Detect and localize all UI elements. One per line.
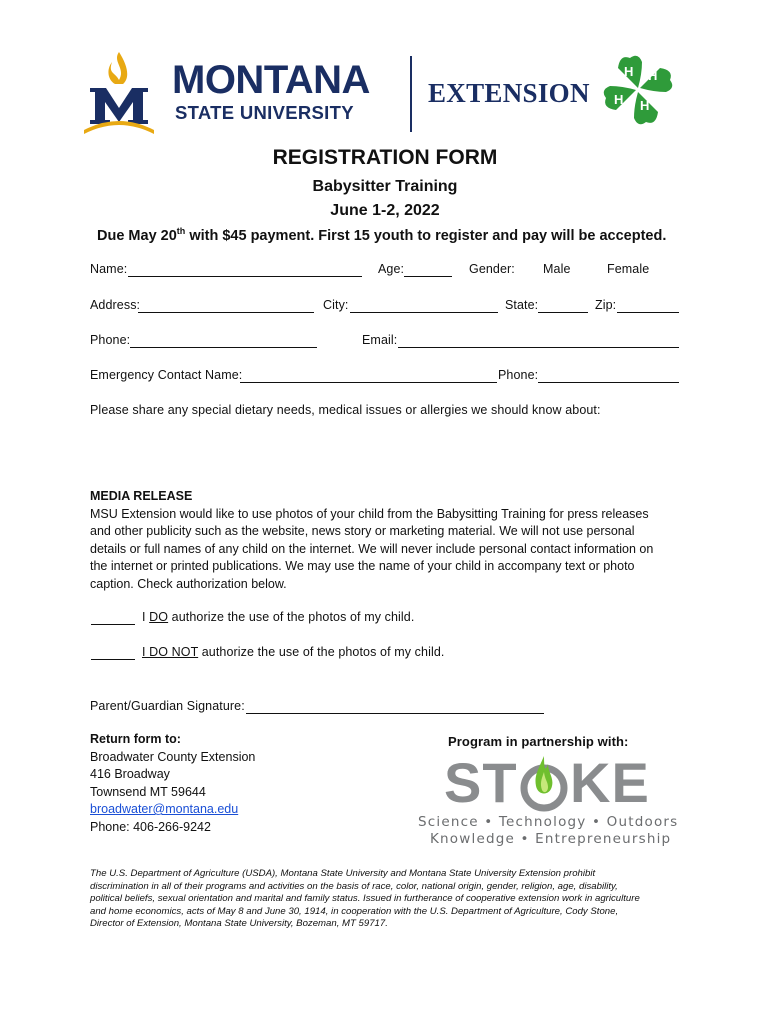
- footer-line: The U.S. Department of Agriculture (USDA), Montana State University and Montana State University Extension prohibit: [90, 868, 596, 879]
- address-field[interactable]: [138, 299, 314, 313]
- media-release-line: and other publicity such as the website, news story or marketing material. We will not use personal: [90, 524, 635, 538]
- authorize-yes-text: [142, 610, 414, 624]
- emergency-contact-field[interactable]: [240, 369, 497, 383]
- msu-wordmark-state-university: STATE UNIVERSITY: [175, 102, 354, 123]
- dietary-prompt: Please share any special dietary needs, medical issues or allergies we should know about:: [90, 403, 601, 417]
- stoke-logo-left: ST: [444, 751, 518, 814]
- partner-heading: Program in partnership with:: [448, 734, 629, 749]
- extension-wordmark: EXTENSION: [428, 78, 590, 108]
- msu-wordmark-montana: MONTANA: [172, 58, 370, 102]
- email-field[interactable]: [398, 334, 679, 348]
- footer-line: Director of Extension, Montana State University, Bozeman, MT 59717.: [90, 918, 388, 930]
- authorize-no-do-not: I DO NOT: [142, 645, 199, 659]
- authorize-no-checkline[interactable]: [91, 646, 135, 660]
- return-address-block: [90, 731, 350, 836]
- address-label: Address:: [90, 298, 141, 312]
- name-label: Name:: [90, 262, 128, 276]
- gender-option-male[interactable]: Male: [543, 262, 571, 276]
- four-h-clover-icon: [598, 50, 678, 130]
- zip-label: Zip:: [595, 298, 617, 312]
- msu-m-logo-icon: [82, 50, 156, 134]
- dietary-response-area[interactable]: [90, 422, 680, 484]
- due-notice-post: with $45 payment. First 15 youth to register and pay will be accepted.: [185, 227, 667, 244]
- media-release-heading: MEDIA RELEASE: [90, 489, 193, 503]
- return-city: Townsend MT 59644: [90, 784, 206, 799]
- signature-label: Parent/Guardian Signature:: [90, 699, 245, 713]
- due-notice-sup: th: [176, 226, 186, 236]
- city-field[interactable]: [350, 299, 498, 313]
- authorize-yes-post: authorize the use of the photos of my child.: [168, 610, 415, 624]
- svg-text:H: H: [648, 68, 658, 83]
- svg-text:H: H: [614, 92, 624, 107]
- media-release-section: [90, 488, 690, 593]
- authorize-yes-do: DO: [149, 610, 169, 624]
- phone-label: Phone:: [90, 333, 131, 347]
- stoke-flame-icon: [518, 752, 570, 812]
- state-label: State:: [505, 298, 539, 312]
- authorize-no-post: authorize the use of the photos of my child.: [198, 645, 445, 659]
- authorize-yes-pre: I: [142, 610, 150, 624]
- emergency-phone-field[interactable]: [538, 369, 679, 383]
- age-label: Age:: [378, 262, 405, 276]
- gender-option-female[interactable]: Female: [607, 262, 650, 276]
- authorize-yes-checkline[interactable]: [91, 611, 135, 625]
- logo-divider: [410, 56, 412, 132]
- nondiscrimination-footer: [90, 868, 690, 931]
- name-field[interactable]: [128, 263, 362, 277]
- due-notice: [97, 226, 666, 244]
- header-logo-band: [80, 44, 680, 136]
- gender-label: Gender:: [469, 262, 515, 276]
- stoke-logo: [418, 750, 679, 847]
- return-email-link[interactable]: broadwater@montana.edu: [90, 802, 239, 816]
- svg-text:H: H: [624, 64, 634, 79]
- phone-field[interactable]: [130, 334, 317, 348]
- page-title: REGISTRATION FORM: [272, 146, 498, 169]
- due-notice-pre: Due May 20: [97, 227, 177, 244]
- svg-text:H: H: [640, 98, 650, 113]
- footer-line: discrimination in all of their programs and activities on the basis of race, color, national origin, gender, religion, age, disability,: [90, 880, 618, 892]
- stoke-logo-right: KE: [570, 751, 650, 814]
- stoke-tagline-2: Knowledge • Entrepreneurship: [430, 831, 672, 847]
- media-release-line: the internet or printed publications. We may use the name of your child in accompany text or photo: [90, 559, 635, 573]
- footer-line: and home economics, acts of May 8 and June 30, 1914, in cooperation with the U.S. Department of Agriculture, Cody Stone,: [90, 905, 619, 917]
- return-org: Broadwater County Extension: [90, 749, 256, 764]
- state-field[interactable]: [538, 299, 588, 313]
- media-release-line: caption. Check authorization below.: [90, 576, 287, 591]
- footer-line: political beliefs, sexual orientation and marital and family status. Issued in furtherance of cooperative extension work in agriculture: [90, 893, 640, 905]
- signature-field[interactable]: [246, 700, 544, 714]
- program-dates: June 1-2, 2022: [330, 202, 440, 219]
- city-label: City:: [323, 298, 349, 312]
- stoke-tagline-1: Science • Technology • Outdoors: [418, 814, 679, 830]
- emergency-contact-label: Emergency Contact Name:: [90, 368, 243, 382]
- age-field[interactable]: [404, 263, 452, 277]
- authorize-no-text: [142, 645, 444, 659]
- media-release-line: details or full names of any child on the internet. We will never include personal contact information on: [90, 541, 654, 556]
- zip-field[interactable]: [617, 299, 679, 313]
- program-name: Babysitter Training: [312, 178, 458, 195]
- return-street: 416 Broadway: [90, 767, 170, 781]
- media-release-line: MSU Extension would like to use photos of your child from the Babysitting Training for press releases: [90, 506, 649, 521]
- email-label: Email:: [362, 333, 398, 347]
- return-phone: Phone: 406-266-9242: [90, 819, 211, 834]
- emergency-phone-label: Phone:: [498, 368, 539, 382]
- return-heading: Return form to:: [90, 732, 181, 746]
